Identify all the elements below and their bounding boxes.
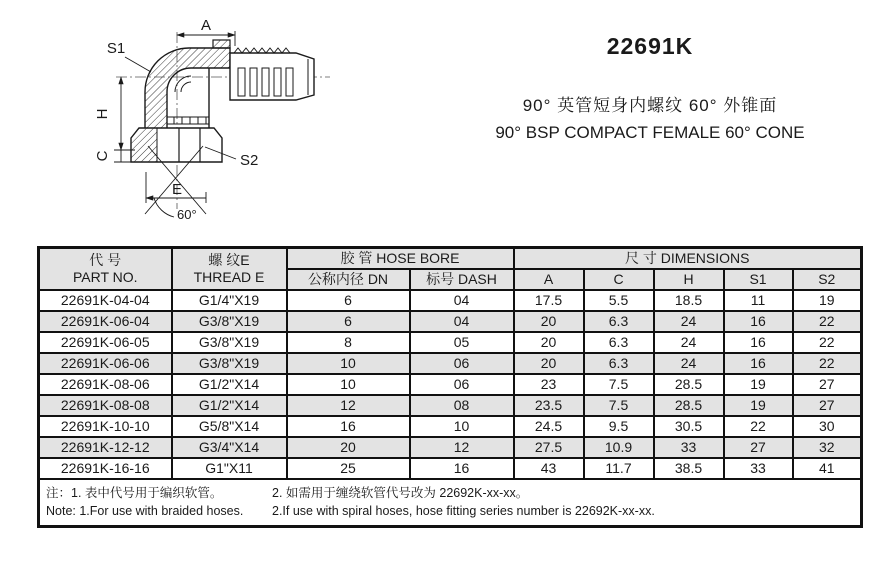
note-en-2: 2.If use with spiral hoses, hose fitting series number is 22692K-xx-xx. <box>272 503 655 518</box>
cell-c: 11.7 <box>584 458 654 479</box>
cell-part-no: 22691K-06-04 <box>39 311 172 332</box>
header-dash: 标号 DASH <box>410 269 514 290</box>
cell-c: 9.5 <box>584 416 654 437</box>
table-row <box>39 458 862 479</box>
header-dim-c: C <box>584 269 654 290</box>
cell-s2: 22 <box>793 332 862 353</box>
cell-s1: 11 <box>724 290 793 311</box>
table-row <box>39 437 862 458</box>
dim-label-h: H <box>94 108 111 120</box>
cell-dn: 20 <box>287 437 410 458</box>
cell-dn: 8 <box>287 332 410 353</box>
cell-dn: 10 <box>287 374 410 395</box>
cell-dash: 06 <box>410 353 514 374</box>
cell-a: 27.5 <box>514 437 584 458</box>
header-part-no-en: PART NO. <box>72 268 138 285</box>
cell-s1: 16 <box>724 311 793 332</box>
header-row-groups <box>39 248 862 269</box>
cell-thread: G1/2"X14 <box>172 395 287 416</box>
cell-dn: 6 <box>287 290 410 311</box>
cell-h: 18.5 <box>654 290 724 311</box>
cell-c: 6.3 <box>584 353 654 374</box>
cell-s1: 16 <box>724 353 793 374</box>
cell-dash: 08 <box>410 395 514 416</box>
dim-label-s1: S1 <box>106 40 126 57</box>
cell-s2: 41 <box>793 458 862 479</box>
header-thread-cn: 螺 纹E <box>208 251 250 268</box>
cell-s2: 27 <box>793 395 862 416</box>
page-title: 22691K <box>606 33 694 59</box>
table-row <box>39 311 862 332</box>
cell-thread: G1/2"X14 <box>172 374 287 395</box>
cell-part-no: 22691K-12-12 <box>39 437 172 458</box>
cell-s1: 16 <box>724 332 793 353</box>
cell-h: 24 <box>654 332 724 353</box>
cell-thread: G5/8"X14 <box>172 416 287 437</box>
cell-c: 6.3 <box>584 332 654 353</box>
cell-part-no: 22691K-06-05 <box>39 332 172 353</box>
cell-h: 24 <box>654 311 724 332</box>
cell-s1: 19 <box>724 395 793 416</box>
table-row <box>39 290 862 311</box>
cell-thread: G3/8"X19 <box>172 332 287 353</box>
cell-c: 6.3 <box>584 311 654 332</box>
cell-thread: G1/4"X19 <box>172 290 287 311</box>
header-dim-a: A <box>514 269 584 290</box>
header-dim-s2: S2 <box>793 269 862 290</box>
cell-dn: 10 <box>287 353 410 374</box>
cell-s2: 27 <box>793 374 862 395</box>
cell-dash: 12 <box>410 437 514 458</box>
dim-label-e: E <box>171 181 183 198</box>
cell-s2: 22 <box>793 311 862 332</box>
cell-c: 10.9 <box>584 437 654 458</box>
cell-s1: 27 <box>724 437 793 458</box>
cell-part-no: 22691K-06-06 <box>39 353 172 374</box>
spec-table <box>37 246 863 528</box>
cell-s2: 30 <box>793 416 862 437</box>
cell-dash: 10 <box>410 416 514 437</box>
cell-a: 20 <box>514 332 584 353</box>
header-dim-s1: S1 <box>724 269 793 290</box>
header-thread-en: THREAD E <box>193 268 265 285</box>
table-row <box>39 416 862 437</box>
cell-dn: 12 <box>287 395 410 416</box>
cell-c: 5.5 <box>584 290 654 311</box>
notes-cell <box>39 479 862 527</box>
table-row <box>39 353 862 374</box>
table-row <box>39 395 862 416</box>
cell-dn: 16 <box>287 416 410 437</box>
dim-label-c: C <box>94 150 111 162</box>
leader-s1 <box>125 57 151 72</box>
collar-section <box>213 40 230 48</box>
cell-h: 28.5 <box>654 374 724 395</box>
cell-s2: 22 <box>793 353 862 374</box>
cell-a: 20 <box>514 353 584 374</box>
cell-part-no: 22691K-08-08 <box>39 395 172 416</box>
cell-c: 7.5 <box>584 374 654 395</box>
spec-table-wrap <box>37 246 863 528</box>
technical-drawing <box>28 6 340 237</box>
header-part-no-cn: 代 号 <box>89 251 122 268</box>
cell-dash: 06 <box>410 374 514 395</box>
cell-dn: 25 <box>287 458 410 479</box>
fitting-elbow-drawing <box>28 6 340 232</box>
cell-s2: 19 <box>793 290 862 311</box>
cell-thread: G1"X11 <box>172 458 287 479</box>
cell-a: 23 <box>514 374 584 395</box>
cell-a: 24.5 <box>514 416 584 437</box>
dim-label-a: A <box>200 17 212 34</box>
cell-part-no: 22691K-16-16 <box>39 458 172 479</box>
note-cn-2: 2. 如需用于缠绕软管代号改为 22692K-xx-xx。 <box>272 485 529 500</box>
cell-c: 7.5 <box>584 395 654 416</box>
cell-a: 17.5 <box>514 290 584 311</box>
cell-thread: G3/8"X19 <box>172 353 287 374</box>
barb-serrations <box>234 48 290 53</box>
cell-s2: 32 <box>793 437 862 458</box>
cell-dash: 05 <box>410 332 514 353</box>
cell-thread: G3/8"X19 <box>172 311 287 332</box>
header-dim-h: H <box>654 269 724 290</box>
cell-s1: 19 <box>724 374 793 395</box>
cell-a: 43 <box>514 458 584 479</box>
note-line-chinese <box>46 484 854 502</box>
header-dn: 公称内径 DN <box>287 269 410 290</box>
hose-tail <box>230 53 314 100</box>
cell-h: 30.5 <box>654 416 724 437</box>
cell-part-no: 22691K-08-06 <box>39 374 172 395</box>
cell-h: 24 <box>654 353 724 374</box>
header-hose-bore: 胶 管 HOSE BORE <box>287 248 514 269</box>
cell-thread: G3/4"X14 <box>172 437 287 458</box>
cell-h: 28.5 <box>654 395 724 416</box>
header-dimensions: 尺 寸 DIMENSIONS <box>514 248 862 269</box>
notes-row <box>39 479 862 527</box>
note-en-1: Note: 1.For use with braided hoses. <box>46 503 244 518</box>
cell-part-no: 22691K-04-04 <box>39 290 172 311</box>
nut-section-hatch <box>131 128 157 162</box>
subtitle-english: 90° BSP COMPACT FEMALE 60° CONE <box>495 123 805 142</box>
cone-angle-arc <box>154 198 174 217</box>
cell-dash: 04 <box>410 290 514 311</box>
cell-h: 33 <box>654 437 724 458</box>
dim-label-s2: S2 <box>240 152 259 169</box>
table-row <box>39 374 862 395</box>
cell-dash: 04 <box>410 311 514 332</box>
header-thread <box>172 248 287 290</box>
table-row <box>39 332 862 353</box>
cone-angle-label: 60° <box>177 207 197 222</box>
subtitle-chinese: 90° 英管短身内螺纹 60° 外锥面 <box>522 96 778 115</box>
note-line-english <box>46 502 854 520</box>
note-cn-1: 注：1. 表中代号用于编织软管。 <box>46 485 223 500</box>
title-block <box>420 33 880 143</box>
cell-s1: 33 <box>724 458 793 479</box>
cell-dash: 16 <box>410 458 514 479</box>
cell-dn: 6 <box>287 311 410 332</box>
cell-a: 23.5 <box>514 395 584 416</box>
cell-s1: 22 <box>724 416 793 437</box>
header-part-no <box>39 248 172 290</box>
thread-seam <box>167 117 209 124</box>
cell-a: 20 <box>514 311 584 332</box>
cell-part-no: 22691K-10-10 <box>39 416 172 437</box>
cell-h: 38.5 <box>654 458 724 479</box>
